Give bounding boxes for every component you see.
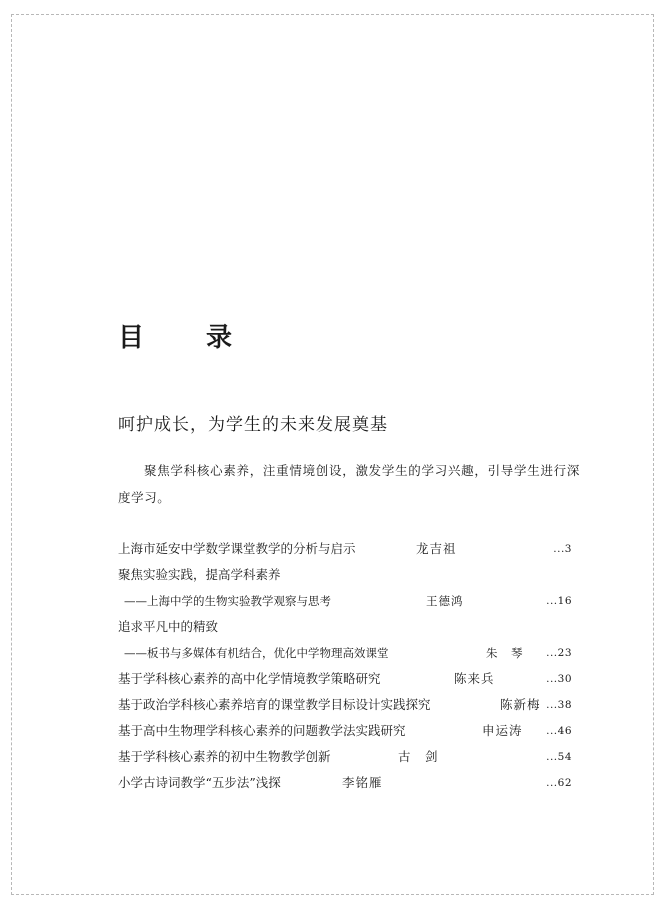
toc-entry[interactable] [118, 666, 580, 692]
toc-entry-author: 申运涛 [482, 723, 523, 738]
toc-entry-page: ...30 [546, 673, 572, 685]
toc-entry-page: ...23 [546, 647, 572, 659]
toc-entry[interactable] [118, 718, 580, 744]
toc-entry-title: 追求平凡中的精致 [118, 619, 219, 634]
toc-entry[interactable] [118, 562, 580, 588]
toc-entry[interactable] [118, 536, 580, 562]
toc-entry-title: ——上海中学的生物实验教学观察与思考 [124, 594, 331, 608]
toc-entry-author: 王德鸿 [426, 594, 464, 608]
toc-entry-page: ...3 [553, 543, 572, 555]
section-intro: 聚焦学科核心素养，注重情境创设，激发学生的学习兴趣，引导学生进行深度学习。 [118, 463, 580, 505]
toc-entry-title: 基于学科核心素养的高中化学情境教学策略研究 [118, 671, 381, 686]
toc-entry-title: 基于高中生物理学科核心素养的问题教学法实践研究 [118, 723, 406, 738]
toc-entry-page: ...54 [546, 751, 572, 763]
toc-entry-author: 陈新梅 [500, 697, 541, 712]
toc-entry-author: 李铭雁 [342, 775, 383, 790]
toc-entry[interactable] [118, 744, 580, 770]
toc-entry-title: 基于学科核心素养的初中生物教学创新 [118, 749, 331, 764]
toc-entry[interactable] [118, 614, 580, 640]
toc-entry-author: 龙吉祖 [416, 541, 457, 556]
toc-entry-page: ...16 [546, 595, 572, 607]
toc-entry-title: ——板书与多媒体有机结合，优化中学物理高效课堂 [124, 646, 389, 660]
toc-entry-title: 聚焦实验实践，提高学科素养 [118, 567, 281, 582]
toc-entry-author: 古 剑 [398, 749, 439, 764]
toc-entry-title: 基于政治学科核心素养培育的课堂教学目标设计实践探究 [118, 697, 431, 712]
section-title: 呵护成长，为学生的未来发展奠基 [118, 415, 388, 435]
toc-entry-title: 小学古诗词教学“五步法”浅探 [118, 775, 281, 790]
toc-entry[interactable] [118, 692, 580, 718]
toc-entry-author: 朱 琴 [486, 646, 524, 660]
toc-list [118, 536, 580, 796]
toc-entry-subtitle[interactable] [118, 640, 580, 666]
toc-heading: 目 录 [118, 323, 251, 353]
toc-entry-subtitle[interactable] [118, 588, 580, 614]
toc-entry[interactable] [118, 770, 580, 796]
toc-entry-page: ...62 [546, 777, 572, 789]
toc-entry-title: 上海市延安中学数学课堂教学的分析与启示 [118, 541, 356, 556]
toc-entry-author: 陈来兵 [454, 671, 495, 686]
toc-entry-page: ...46 [546, 725, 572, 737]
toc-entry-page: ...38 [546, 699, 572, 711]
